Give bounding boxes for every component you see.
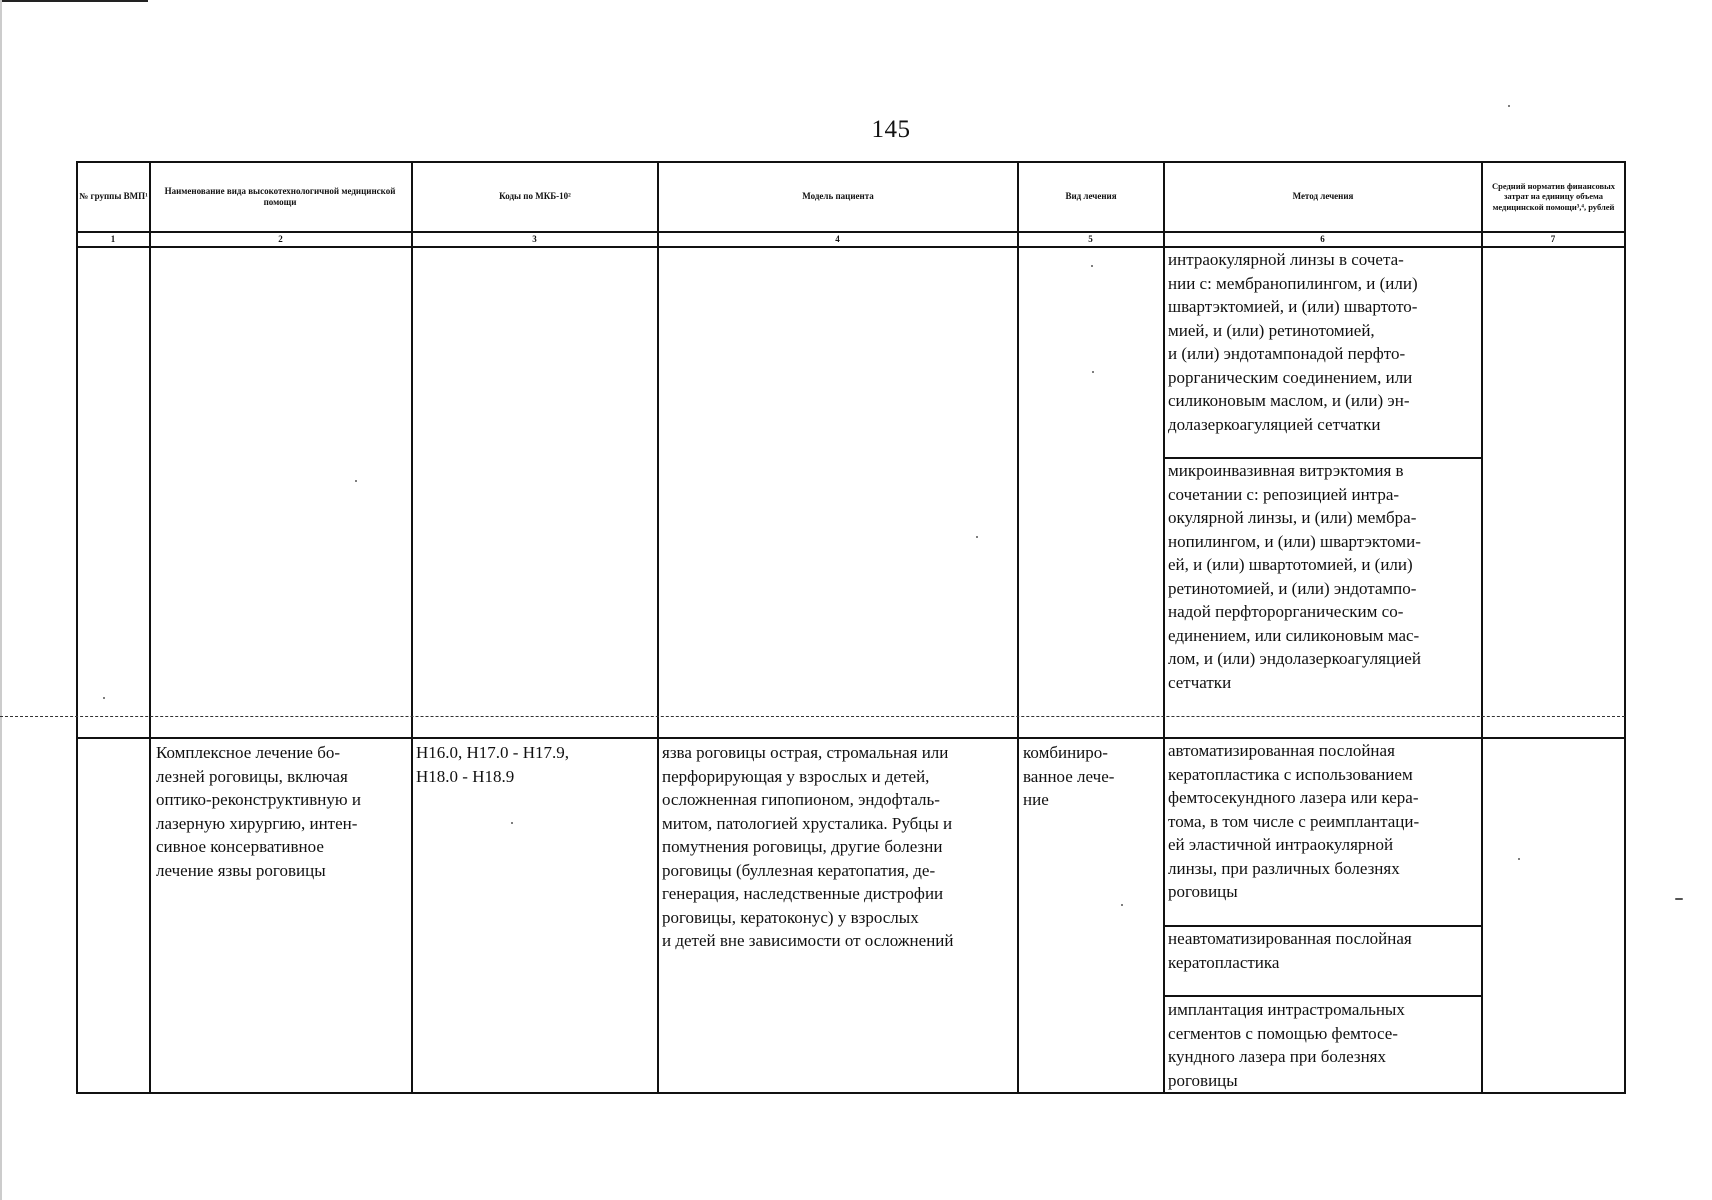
column-number: 2	[278, 234, 283, 244]
col-border-6	[1481, 161, 1483, 1094]
col-border-2	[411, 161, 413, 1094]
column-number: 3	[532, 234, 537, 244]
scan-speck	[1508, 105, 1510, 107]
page-number: 145	[871, 116, 911, 143]
method-cell: автоматизированная послойная кератопластика с использованием фемтосекундного лазера или кера- тома, в том числе с реимплантаци- ей эластичной интраокулярной линзы, при различных болезнях роговицы	[1168, 741, 1420, 901]
scan-speck	[1121, 904, 1123, 906]
column-number: 4	[835, 234, 840, 244]
header-treatment-method: Метод лечения	[1292, 191, 1354, 201]
table-bottom-border	[76, 1092, 1625, 1094]
scan-speck	[1675, 898, 1683, 900]
column-number: 1	[110, 234, 116, 244]
col-border-7	[1624, 161, 1626, 1094]
header-care-type-name: Наименование вида высокотехнологичной медицинской помощи	[164, 185, 396, 207]
patient-model-cell: язва роговицы острая, стромальная или перфорирующая у взрослых и детей, осложненная гипопионом, эндофталь- митом, патологией хрусталика. Рубцы и помутнения роговицы, другие болезни роговицы (буллезная кератопатия, де- генерация, наследственные дистрофии роговицы, кератоконус) у взрослых и детей вне зависимости от осложнений	[662, 743, 954, 950]
scan-speck	[1092, 371, 1094, 373]
col-border-1	[149, 161, 151, 1094]
icd-codes-cell: H16.0, H17.0 - H17.9, H18.0 - H18.9	[416, 743, 569, 786]
header-patient-model: Модель пациента	[802, 191, 874, 201]
scan-speck	[1091, 265, 1093, 267]
col-border-3	[657, 161, 659, 1094]
scan-speck	[355, 480, 357, 482]
scan-speck	[1518, 858, 1520, 860]
col-border-0	[76, 161, 78, 1094]
method-cell: имплантация интрастромальных сегментов с помощью фемтосе- кундного лазера при болезнях роговицы	[1168, 1000, 1405, 1090]
method-cell: неавтоматизированная послойная кератопластика	[1168, 929, 1412, 972]
method-separator	[1163, 995, 1482, 997]
scan-speck	[976, 536, 978, 538]
method-cell: интраокулярной линзы в сочета- нии с: мембранопилингом, и (или) швартэктомией, и (или) швартото- мией, и (или) ретинотомией, и (или) эндотампонадой перфто- рорганическим соединением, или силиконовым маслом, и (или) эн- долазеркоагуляцией сетчатки	[1168, 250, 1418, 434]
page-join-line	[0, 716, 1625, 717]
method-cell: микроинвазивная витрэктомия в сочетании с: репозицией интра- окулярной линзы, и (или) мембра- нопилингом, и (или) швартэктоми- ей, и (или) швартотомией, и (или) ретинотомией, и (или) эндотампо- надой перфторорганическим со- единением, или силиконовым мас- лом, и (или) эндолазеркоагуляцией сетчатки	[1168, 461, 1421, 692]
column-number: 6	[1320, 234, 1325, 244]
header-icd-codes: Коды по МКБ-10²	[499, 191, 571, 201]
header-average-cost: Средний норматив финансовых затрат на единицу объема медицинской помощи³,⁴, рублей	[1491, 180, 1616, 212]
column-number: 7	[1550, 234, 1556, 244]
care-type-name-cell: Комплексное лечение бо- лезней роговицы, включая оптико-реконструктивную и лазерную хирургию, интен- сивное консервативное лечение язвы роговицы	[156, 743, 361, 880]
col-border-4	[1017, 161, 1019, 1094]
header-group-number: № группы ВМП¹	[79, 191, 148, 201]
column-number: 5	[1088, 234, 1093, 244]
col-border-5	[1163, 161, 1165, 1094]
treatment-type-cell: комбиниро- ванное лече- ние	[1023, 743, 1115, 809]
scan-speck	[103, 697, 105, 699]
scan-speck	[511, 822, 513, 824]
header-treatment-type: Вид лечения	[1065, 191, 1117, 201]
scan-corner-mark-vertical	[0, 0, 2, 1200]
scan-corner-mark-horizontal	[0, 0, 148, 2]
